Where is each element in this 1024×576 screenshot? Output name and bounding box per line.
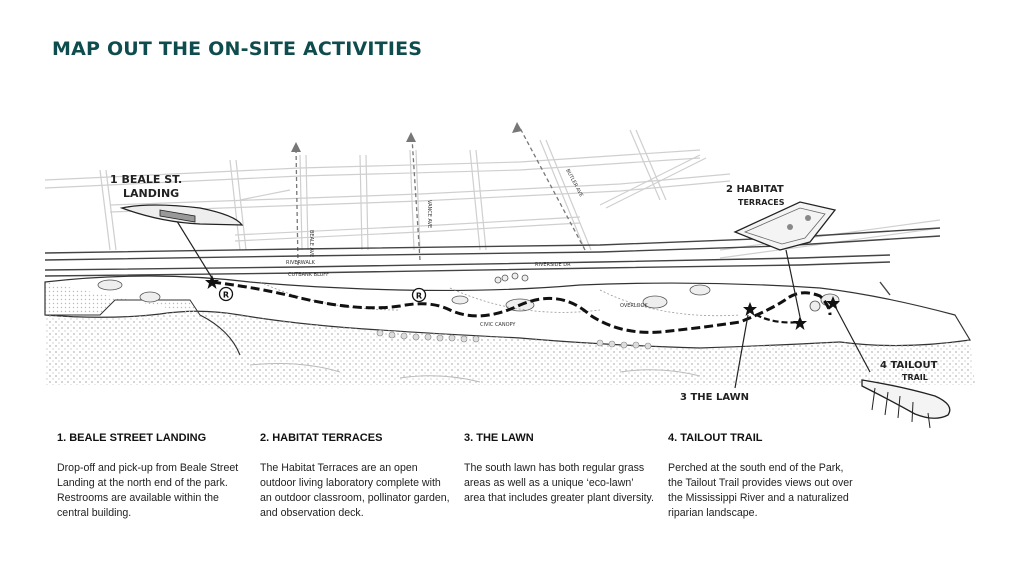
label-riverwalk: RIVERWALK <box>286 260 315 266</box>
label-beale-landing-line1: 1 BEALE ST. <box>110 173 183 186</box>
label-beale-landing-line2: LANDING <box>123 187 180 200</box>
activity-description: The south lawn has both regular grass areas as well as a unique ‘eco-lawn’ area that includes greater plant diversity. <box>464 462 655 504</box>
label-tailout-trail-line2: TRAIL <box>902 373 928 382</box>
label-tailout-trail-line1: 4 TAILOUT <box>880 360 938 371</box>
label-cutbank-bluff: CUTBANK BLUFF <box>288 272 330 278</box>
activity-heading: 3. THE LAWN <box>464 432 534 444</box>
activity-beale-street-landing <box>57 432 247 521</box>
svg-text:R: R <box>415 291 423 301</box>
label-civic-canopy: CIVIC CANOPY <box>480 322 516 328</box>
page-title: MAP OUT THE ON-SITE ACTIVITIES <box>52 38 423 60</box>
activity-heading: 2. HABITAT TERRACES <box>260 432 383 444</box>
svg-text:R: R <box>222 290 230 300</box>
tailout-trail-structure <box>862 380 950 428</box>
label-butler-ave: BUTLER AVE <box>564 168 585 199</box>
activity-description: Perched at the south end of the Park, the Tailout Trail provides views out over the Mississippi River and a naturalized riparian landscape. <box>668 462 853 519</box>
label-vance-ave: VANCE AVE <box>426 200 432 229</box>
activity-description: Drop-off and pick-up from Beale Street Landing at the north end of the park. Restrooms are available within the central building. <box>57 462 239 519</box>
label-overlook: OVERLOOK <box>620 303 648 309</box>
activity-heading: 1. BEALE STREET LANDING <box>57 432 207 444</box>
activity-habitat-terraces <box>260 432 450 521</box>
label-beale-ave: BEALE AVE <box>308 230 314 258</box>
label-habitat-terraces-line1: 2 HABITAT <box>726 184 784 195</box>
site-map <box>0 110 1024 430</box>
activity-tailout-trail <box>668 432 858 521</box>
restroom-marker-beale <box>220 288 233 301</box>
restroom-marker-central <box>413 289 426 302</box>
activity-the-lawn <box>464 432 654 506</box>
label-the-lawn: 3 THE LAWN <box>680 392 750 403</box>
site-map-drawing <box>0 110 1024 430</box>
activity-heading: 4. TAILOUT TRAIL <box>668 432 763 444</box>
label-riverside-dr: RIVERSIDE DR <box>535 262 571 268</box>
label-habitat-terraces-line2: TERRACES <box>738 198 785 207</box>
activity-description: The Habitat Terraces are an open outdoor living laboratory complete with an outdoor classroom, pollinator garden, and observation deck. <box>260 462 450 519</box>
